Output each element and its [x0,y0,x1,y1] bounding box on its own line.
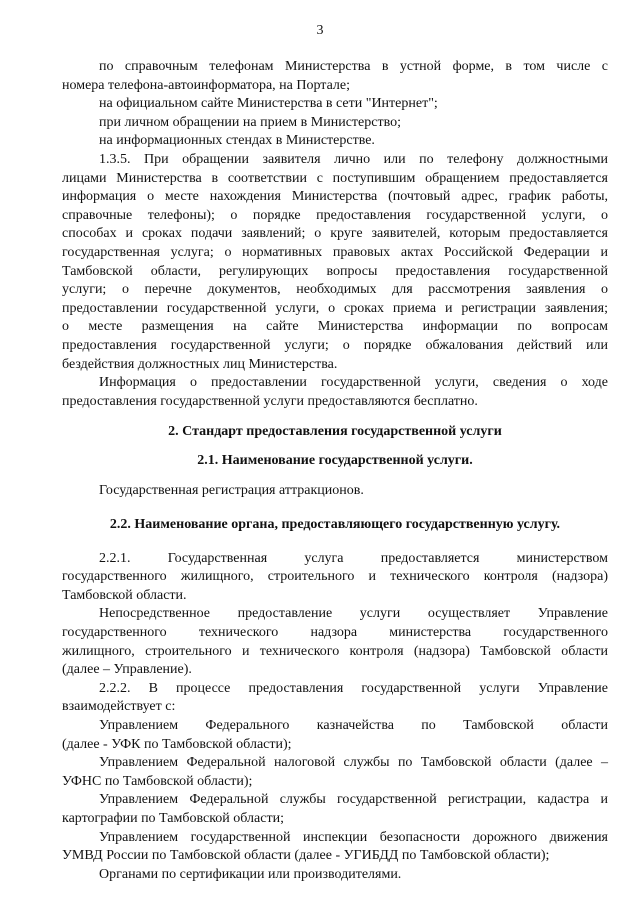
text-line: Управлением государственной инспекции безопасности дорожного движения [99,829,608,845]
text-line: (далее - УФК по Тамбовской области); [62,736,292,752]
paragraph [62,374,608,411]
text-line: предоставления государственной услуги; о порядке обжалования действий или [62,337,608,353]
text-line: государственного жилищного, строительного и технического контроля (надзора) [62,569,608,585]
paragraph-2-2-1 [62,550,608,606]
document-body [62,58,608,884]
section-2-2-content [62,550,608,885]
text-line: УМВД России по Тамбовской области (далее - УГИБДД по Тамбовской области); [62,848,550,864]
text-line: (далее – Управление). [62,662,192,678]
text-line: услуги; о перечне документов, необходимых для рассмотрения заявления о [62,282,608,298]
section-heading-2-1: 2.1. Наименование государственной услуги. [197,452,473,468]
text-line: информация о месте нахождения Министерства (почтовый адрес, график работы, [62,189,608,205]
text-line: на официальном сайте Министерства в сети "Интернет"; [99,96,438,112]
text-line: способах и сроках подачи заявлений; о круге заявителей, которым предоставляется [62,226,608,242]
text-line: Управлением Федерального казначейства по Тамбовской области [99,718,608,733]
text-line: 2.2.2. В процессе предоставления государственной услуги Управление [99,680,608,696]
list-item [62,829,608,866]
text-line: 2.2.1. Государственная услуга предоставляется министерством [99,550,608,566]
text-line: Тамбовской области, регулирующих вопросы предоставления государственной [62,263,608,279]
text-line: УФНС по Тамбовской области); [62,773,253,789]
text-line: государственная услуга; о нормативных правовых актах Российской Федерации и [62,244,608,260]
text-line: лицами Министерства в соответствии с поступившим обращением предоставляется [62,170,608,186]
text-line: на информационных стендах в Министерстве. [99,133,375,149]
text-line: государственного технического надзора министерства государственного [62,625,608,641]
paragraph-1-3-5 [62,151,608,374]
paragraph [62,605,608,679]
text-line: Управлением Федеральной налоговой службы по Тамбовской области (далее – [99,755,608,771]
text-line: при личном обращении на прием в Министерство; [99,114,401,130]
list-item [62,717,608,754]
text-line: предоставлении государственной услуги, о сроках приема и регистрации заявления; [62,300,608,316]
text-line: предоставления государственной услуги предоставляются бесплатно. [62,393,478,409]
paragraph [62,95,608,114]
paragraph [62,58,608,95]
service-name-paragraph [62,482,608,501]
paragraph-2-2-2 [62,680,608,717]
text-line: Тамбовской области. [62,587,187,603]
text-line: Государственная регистрация аттракционов. [99,483,364,499]
text-line: картографии по Тамбовской области; [62,810,284,826]
text-line: Информация о предоставлении государственной услуги, сведения о ходе [99,375,608,391]
list-item [62,754,608,791]
list-item [62,791,608,828]
text-line: справочные телефоны); о порядке предоставления государственной услуги, о [62,207,608,223]
list-item [62,866,608,885]
section-heading-2-2: 2.2. Наименование органа, предоставляющего государственную услугу. [109,517,561,533]
text-line: Управлением Федеральной службы государственной регистрации, кадастра и [99,792,608,808]
text-line: Органами по сертификации или производителями. [99,866,402,882]
text-line: взаимодействует с: [62,699,176,715]
section-1-3-continuation [62,58,608,411]
text-line: бездействия должностных лиц Министерства. [62,356,338,372]
page-number: 3 [316,23,324,38]
text-line: жилищного, строительного и технического контроля (надзора) Тамбовской области [62,643,608,659]
text-line: о месте размещения на сайте Министерства информации по вопросам [62,319,608,335]
paragraph [62,132,608,151]
text-line: Непосредственное предоставление услуги осуществляет Управление [99,606,608,622]
section-heading-2: 2. Стандарт предоставления государственной услуги [168,424,502,440]
paragraph [62,114,608,133]
text-line: 1.3.5. При обращении заявителя лично или по телефону должностными [99,151,608,167]
text-line: по справочным телефонам Министерства в устной форме, в том числе с [99,59,608,74]
text-line: номера телефона-автоинформатора, на Портале; [62,77,351,93]
